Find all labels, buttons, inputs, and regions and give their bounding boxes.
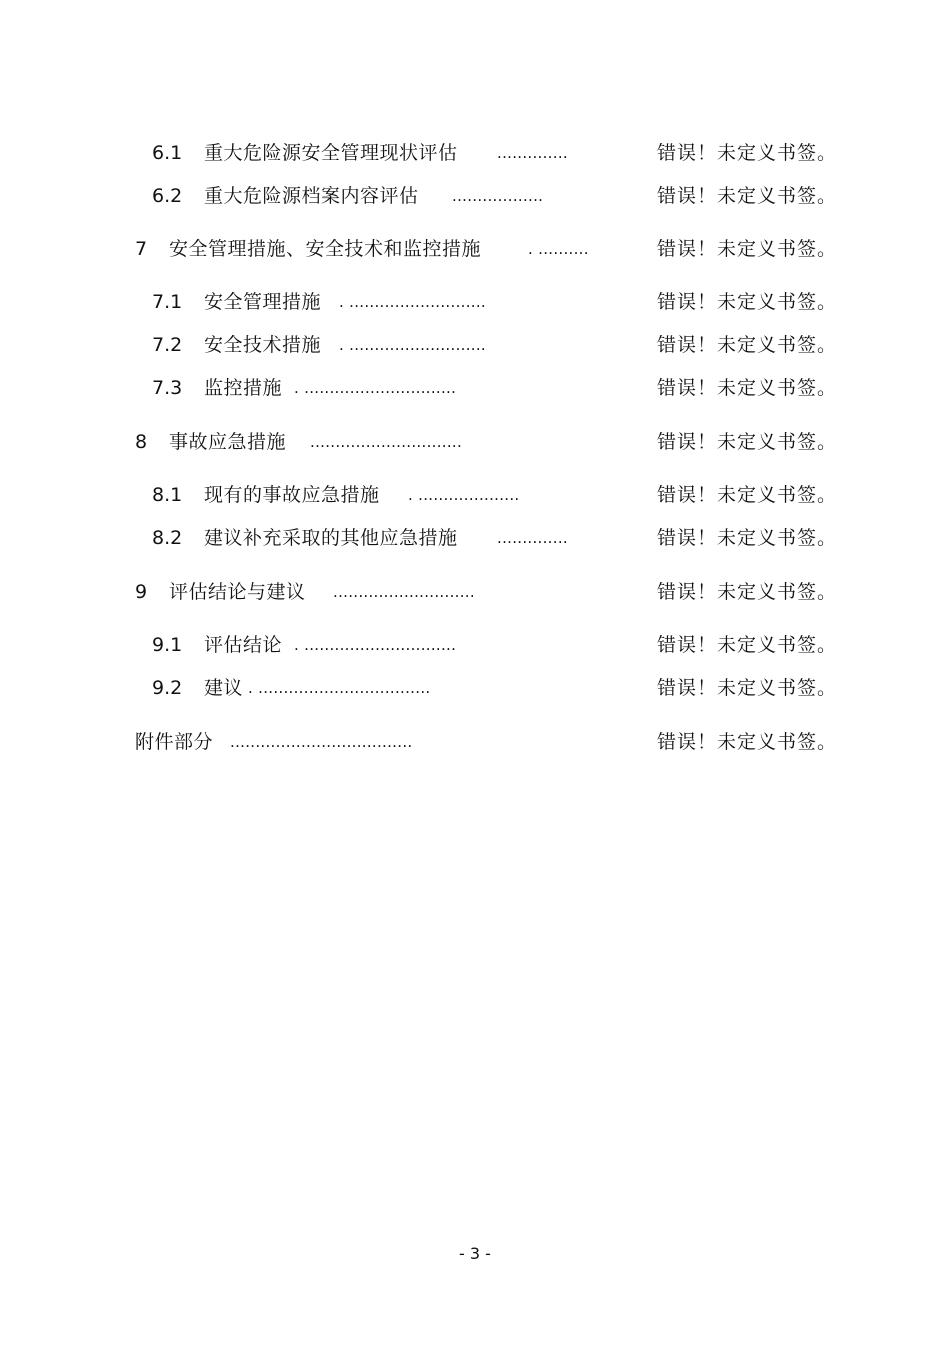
toc-entry-7-3[interactable]: [0, 372, 950, 404]
toc-entry-leader: ..................: [452, 187, 544, 205]
toc-entry-page-ref: 错误！未定义书签。: [657, 291, 838, 313]
toc-entry-page-ref: 错误！未定义书签。: [657, 334, 838, 356]
toc-entry-page-ref: 错误！未定义书签。: [657, 581, 838, 603]
toc-entry-page-ref: 错误！未定义书签。: [657, 238, 838, 260]
toc-entry-page-ref: 错误！未定义书签。: [657, 377, 838, 399]
toc-entry-number: 8: [135, 431, 148, 453]
toc-entry-title: 重大危险源档案内容评估: [204, 185, 419, 207]
toc-entry-title: 建议: [204, 677, 244, 699]
toc-entry-number: 8.2: [152, 527, 183, 549]
toc-entry-title: 监控措施: [204, 377, 283, 399]
toc-entry-number: 9.1: [152, 634, 183, 656]
toc-entry-number: 9.2: [152, 677, 183, 699]
page-number: - 3 -: [459, 1244, 491, 1263]
toc-entry-title: 评估结论与建议: [169, 581, 306, 603]
toc-entry-leader: ....................................: [230, 733, 413, 751]
toc-entry-page-ref: 错误！未定义书签。: [657, 185, 838, 207]
toc-entry-title: 现有的事故应急措施: [204, 484, 380, 506]
toc-entry-number: 6.1: [152, 142, 183, 164]
toc-entry-title: 重大危险源安全管理现状评估: [204, 142, 458, 164]
toc-entry-title: 建议补充采取的其他应急措施: [204, 527, 458, 549]
toc-entry-6-2[interactable]: [0, 180, 950, 212]
toc-entry-page-ref: 错误！未定义书签。: [657, 431, 838, 453]
toc-entry-appendix[interactable]: [0, 726, 950, 758]
toc-entry-9-2[interactable]: [0, 672, 950, 704]
toc-entry-6-1[interactable]: [0, 137, 950, 169]
toc-entry-leader: ............................: [333, 583, 475, 601]
toc-entry-leader: . ..............................: [294, 379, 457, 397]
toc-entry-8[interactable]: [0, 426, 950, 458]
toc-entry-number: 7.3: [152, 377, 183, 399]
toc-entry-8-2[interactable]: [0, 522, 950, 554]
toc-entry-leader: . ..................................: [248, 679, 431, 697]
toc-entry-number: 9: [135, 581, 148, 603]
toc-entry-leader: . ....................: [408, 486, 520, 504]
toc-entry-leader: ..............: [497, 529, 568, 547]
toc-entry-leader: ..............: [497, 144, 568, 162]
toc-entry-page-ref: 错误！未定义书签。: [657, 484, 838, 506]
toc-entry-7[interactable]: [0, 233, 950, 265]
toc-entry-page-ref: 错误！未定义书签。: [657, 731, 838, 753]
toc-entry-number: 8.1: [152, 484, 183, 506]
toc-entry-number: 7: [135, 238, 148, 260]
toc-entry-leader: . ...........................: [339, 336, 486, 354]
toc-entry-page-ref: 错误！未定义书签。: [657, 527, 838, 549]
toc-entry-number: 6.2: [152, 185, 183, 207]
toc-entry-leader: ..............................: [310, 433, 463, 451]
toc-entry-7-2[interactable]: [0, 329, 950, 361]
toc-entry-title: 附件部分: [135, 731, 214, 753]
toc-entry-title: 评估结论: [204, 634, 283, 656]
toc-entry-title: 事故应急措施: [169, 431, 287, 453]
toc-entry-8-1[interactable]: [0, 479, 950, 511]
toc-entry-9-1[interactable]: [0, 629, 950, 661]
toc-entry-leader: . ..............................: [294, 636, 457, 654]
toc-entry-title: 安全技术措施: [204, 334, 322, 356]
toc-entry-7-1[interactable]: [0, 286, 950, 318]
toc-entry-leader: . ...........................: [339, 293, 486, 311]
toc-entry-leader: . ..........: [528, 240, 589, 258]
toc-entry-page-ref: 错误！未定义书签。: [657, 677, 838, 699]
toc-entry-9[interactable]: [0, 576, 950, 608]
toc-entry-title: 安全管理措施、安全技术和监控措施: [169, 238, 482, 260]
toc-entry-number: 7.2: [152, 334, 183, 356]
toc-entry-title: 安全管理措施: [204, 291, 322, 313]
toc-entry-page-ref: 错误！未定义书签。: [657, 142, 838, 164]
toc-entry-page-ref: 错误！未定义书签。: [657, 634, 838, 656]
toc-entry-number: 7.1: [152, 291, 183, 313]
